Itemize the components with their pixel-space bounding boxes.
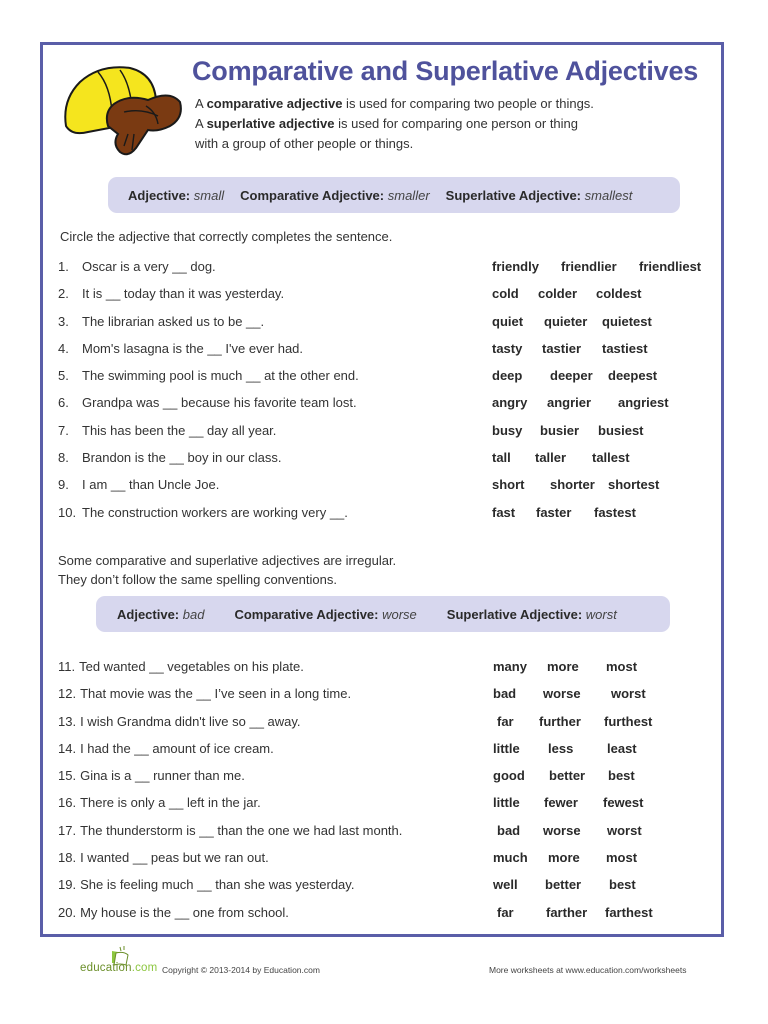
answer-choice[interactable]: angry (492, 395, 528, 411)
question-text: She is feeling much __ than she was yesterday. (80, 877, 355, 893)
example-adjective: Adjective: small (128, 187, 225, 203)
question-row (58, 423, 718, 450)
question-row (58, 368, 718, 395)
answer-choice[interactable]: best (608, 768, 635, 784)
question-text: I had the __ amount of ice cream. (80, 740, 274, 756)
answer-choice[interactable]: tall (492, 450, 511, 466)
question-number: 9. (58, 477, 69, 493)
question-text: There is only a __ left in the jar. (80, 795, 261, 811)
question-row (58, 659, 718, 686)
answer-choice[interactable]: worse (543, 822, 581, 838)
question-row (58, 505, 718, 532)
answer-choice[interactable]: best (609, 877, 636, 893)
answer-choice[interactable]: far (497, 904, 514, 920)
question-sentence (58, 905, 289, 920)
answer-choice[interactable]: better (549, 768, 586, 784)
answer-choice[interactable]: further (539, 713, 581, 729)
more-worksheets-link[interactable]: More worksheets at www.education.com/worksheets (489, 965, 687, 975)
question-number: 7. (58, 422, 69, 438)
question-row (58, 395, 718, 422)
question-list-part1 (58, 259, 718, 532)
question-text: I am __ than Uncle Joe. (82, 477, 220, 493)
question-sentence (58, 714, 301, 729)
question-number: 20. (58, 904, 77, 920)
question-row (58, 795, 718, 822)
answer-choice[interactable]: angriest (618, 395, 669, 411)
answer-choice[interactable]: bad (497, 822, 521, 838)
question-row (58, 850, 718, 877)
regular-example-box (108, 177, 680, 213)
answer-choice[interactable]: deepest (608, 368, 658, 384)
question-number: 18. (58, 850, 77, 866)
question-text: Grandpa was __ because his favorite team lost. (82, 395, 357, 411)
question-number: 13. (58, 713, 77, 729)
answer-choice[interactable]: much (493, 850, 528, 866)
answer-choice[interactable]: worst (611, 686, 646, 702)
answer-choice[interactable]: angrier (547, 395, 592, 411)
irregular-note-line-2: They don’t follow the same spelling conventions. (58, 572, 337, 587)
question-number: 5. (58, 368, 69, 384)
intro-line-2: A superlative adjective is used for comparing one person or thing (195, 116, 579, 131)
answer-choice[interactable]: least (607, 740, 637, 756)
answer-choice[interactable]: most (606, 659, 638, 674)
answer-choice[interactable]: busy (492, 422, 523, 438)
answer-choice[interactable]: far (497, 713, 514, 729)
answer-choice[interactable]: many (493, 659, 527, 674)
question-sentence (58, 659, 304, 674)
intro-line-1: A comparative adjective is used for comparing two people or things. (195, 96, 594, 111)
question-number: 10. (58, 504, 77, 520)
answer-choice[interactable]: better (545, 877, 582, 893)
instructions: Circle the adjective that correctly completes the sentence. (60, 229, 393, 244)
question-number: 2. (58, 286, 69, 302)
answer-choice[interactable]: less (548, 740, 574, 756)
question-number: 15. (58, 768, 77, 784)
answer-choice[interactable]: fast (492, 504, 516, 520)
question-text: My house is the __ one from school. (80, 904, 289, 920)
irregular-example-box (96, 596, 670, 632)
answer-choice[interactable]: deep (492, 368, 523, 384)
answer-choice[interactable]: fastest (594, 504, 636, 520)
question-text: The construction workers are working very __. (82, 504, 348, 520)
answer-choice[interactable]: more (548, 850, 580, 866)
question-sentence (58, 741, 274, 756)
question-number: 14. (58, 740, 77, 756)
example-comparative: Comparative Adjective: smaller (240, 187, 430, 203)
answer-choice[interactable]: friendly (492, 259, 539, 274)
answer-choice[interactable]: cold (492, 286, 519, 302)
intro-text (195, 94, 594, 154)
question-text: Mom's lasagna is the __ I've ever had. (82, 340, 304, 356)
question-text: The librarian asked us to be __. (82, 313, 265, 329)
question-number: 4. (58, 340, 69, 356)
question-row (58, 341, 718, 368)
answer-choice[interactable]: fewer (544, 795, 578, 811)
question-number: 16. (58, 795, 77, 811)
answer-choice[interactable]: more (547, 659, 579, 674)
example-superlative: Superlative Adjective: smallest (445, 187, 633, 203)
answer-choice[interactable]: farther (546, 904, 588, 920)
answer-choice[interactable]: worse (543, 686, 581, 702)
question-row (58, 686, 718, 713)
question-text: I wanted __ peas but we ran out. (80, 850, 269, 866)
question-text: Oscar is a very __ dog. (82, 259, 216, 274)
question-number: 12. (58, 686, 77, 702)
answer-choice[interactable]: shortest (608, 477, 660, 493)
question-row (58, 477, 718, 504)
example-comparative: Comparative Adjective: worse (234, 606, 417, 622)
example-superlative: Superlative Adjective: worst (446, 606, 617, 622)
question-sentence (58, 505, 348, 520)
answer-choice[interactable]: tasty (492, 340, 523, 356)
question-text: The thunderstorm is __ than the one we had last month. (80, 822, 403, 838)
question-sentence (58, 395, 357, 410)
question-text: I wish Grandma didn't live so __ away. (80, 713, 301, 729)
question-row (58, 286, 718, 313)
question-sentence (58, 795, 261, 810)
question-row (58, 259, 718, 286)
question-text: Gina is a __ runner than me. (80, 768, 245, 784)
answer-choice[interactable]: colder (538, 286, 578, 302)
answer-choice[interactable]: deeper (550, 368, 593, 384)
question-number: 1. (58, 259, 69, 274)
question-text: Ted wanted __ vegetables on his plate. (79, 659, 304, 674)
question-sentence (58, 259, 216, 274)
question-sentence (58, 341, 303, 356)
education-logo[interactable]: education.com (80, 962, 158, 974)
question-sentence (58, 686, 351, 701)
question-list-part2 (58, 659, 718, 932)
answer-choice[interactable]: coldest (596, 286, 642, 302)
question-text: Brandon is the __ boy in our class. (82, 450, 282, 466)
answer-choice[interactable]: quiet (492, 313, 524, 329)
answer-choice[interactable]: faster (536, 504, 572, 520)
hard-hat-gloves-icon (58, 60, 183, 160)
question-sentence (58, 477, 219, 492)
question-sentence (58, 877, 354, 892)
question-text: This has been the __ day all year. (82, 422, 277, 438)
answer-choice[interactable]: friendlier (561, 259, 617, 274)
question-number: 19. (58, 877, 77, 893)
answer-choice[interactable]: little (493, 795, 520, 811)
question-sentence (58, 423, 276, 438)
question-number: 3. (58, 313, 69, 329)
question-row (58, 877, 718, 904)
question-text: The swimming pool is much __ at the other end. (82, 368, 359, 384)
question-sentence (58, 768, 245, 783)
answer-choice[interactable]: taller (535, 450, 567, 466)
question-row (58, 314, 718, 341)
answer-choice[interactable]: little (493, 740, 520, 756)
page-title: Comparative and Superlative Adjectives (192, 56, 699, 86)
answer-choice[interactable]: furthest (604, 713, 653, 729)
question-text: It is __ today than it was yesterday. (82, 286, 285, 302)
answer-choice[interactable]: good (493, 768, 525, 784)
question-row (58, 768, 718, 795)
question-number: 6. (58, 395, 69, 411)
answer-choice[interactable]: busiest (598, 422, 644, 438)
question-sentence (58, 823, 402, 838)
answer-choice[interactable]: quieter (544, 313, 588, 329)
answer-choice[interactable]: tallest (592, 450, 630, 466)
answer-choice[interactable]: quietest (602, 313, 652, 329)
irregular-note-line-1: Some comparative and superlative adjectives are irregular. (58, 553, 397, 568)
question-row (58, 823, 718, 850)
question-sentence (58, 314, 264, 329)
answer-choice[interactable]: most (606, 850, 638, 866)
intro-line-3: with a group of other people or things. (195, 136, 414, 151)
answer-choice[interactable]: tastiest (602, 340, 648, 356)
question-row (58, 741, 718, 768)
question-number: 8. (58, 450, 69, 466)
answer-choice[interactable]: fewest (603, 795, 644, 811)
example-adjective: Adjective: bad (117, 606, 205, 622)
question-number: 11. (58, 659, 76, 674)
answer-choice[interactable]: tastier (542, 340, 582, 356)
question-row (58, 905, 718, 932)
question-sentence (58, 850, 269, 865)
irregular-note (58, 551, 396, 589)
copyright-text: Copyright © 2013-2014 by Education.com (162, 965, 320, 975)
question-sentence (58, 450, 281, 465)
answer-choice[interactable]: farthest (605, 904, 653, 920)
question-row (58, 450, 718, 477)
question-text: That movie was the __ I’ve seen in a long time. (80, 686, 352, 702)
answer-choice[interactable]: friendliest (639, 259, 702, 274)
answer-choice[interactable]: bad (493, 686, 517, 702)
question-number: 17. (58, 822, 77, 838)
answer-choice[interactable]: shorter (550, 477, 595, 493)
question-sentence (58, 286, 284, 301)
answer-choice[interactable]: well (493, 877, 518, 893)
answer-choice[interactable]: short (492, 477, 525, 493)
question-sentence (58, 368, 359, 383)
answer-choice[interactable]: worst (607, 822, 642, 838)
answer-choice[interactable]: busier (540, 422, 580, 438)
question-row (58, 714, 718, 741)
